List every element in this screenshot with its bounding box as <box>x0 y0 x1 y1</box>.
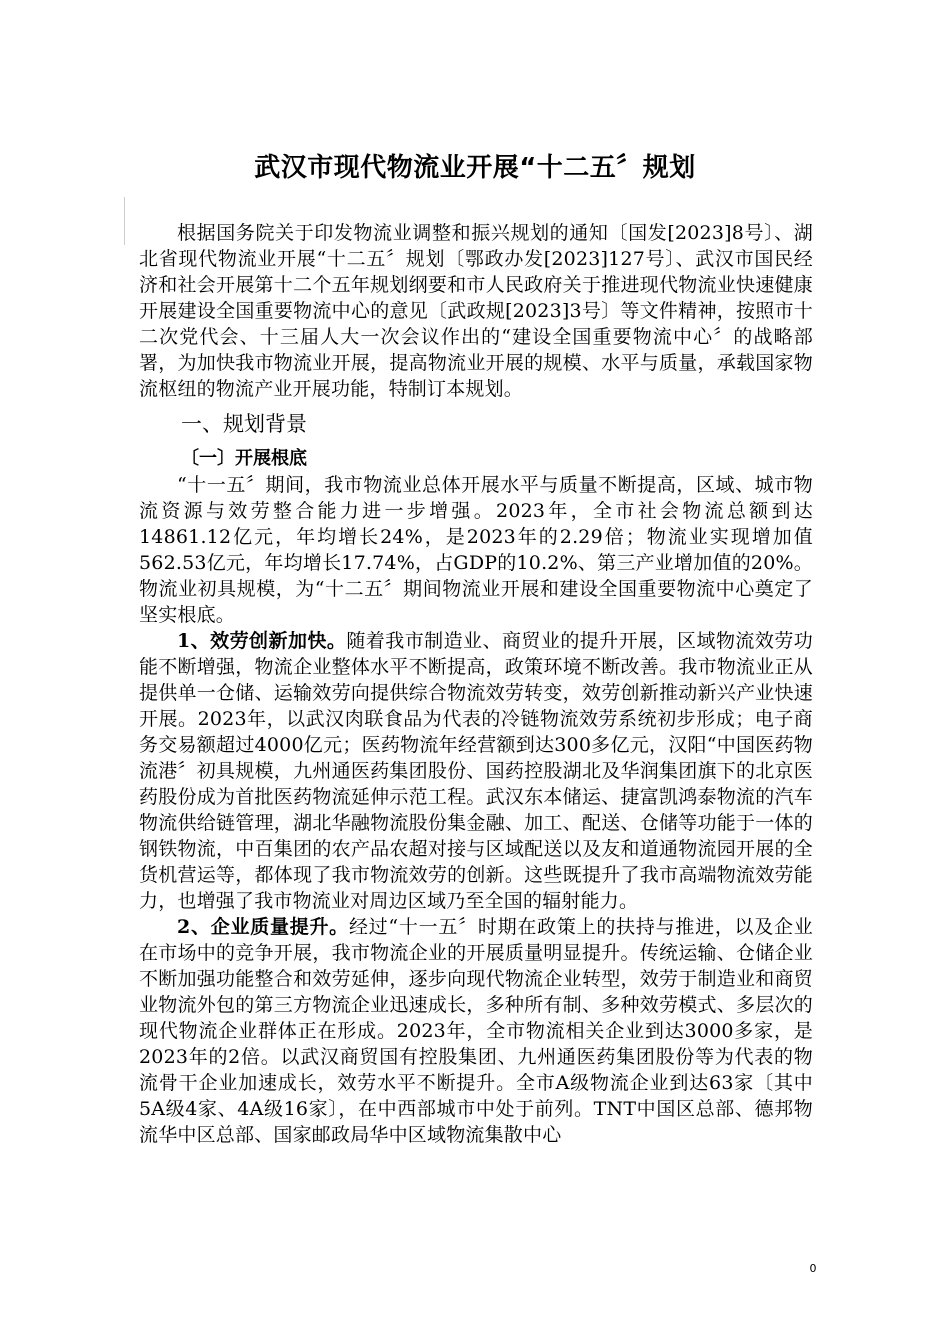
item-body-enterprise-quality: 经过“十一五〞时期在政策上的扶持与推进，以及企业在市场中的竞争开展，我市物流企业的开展质量明显提升。传统运输、仓储企业不断加强功能整合和效劳延伸，逐步向现代物流企业转型，效劳于制造业和商贸业物流外包的第三方物流企业迅速成长，多种所有制、多种效劳模式、多层次的现代物流企业群体正在形成。2023年，全市物流相关企业到达3000多家，是2023年的2倍。以武汉商贸国有控股集团、九州通医药集团股份等为代表的物流骨干企业加速成长，效劳水平不断提升。全市A级物流企业到达63家〔其中5A级4家、4A级16家〕，在中西部城市中处于前列。TNT中国区总部、德邦物流华中区总部、国家邮政局华中区域物流集散中心 <box>139 916 813 1146</box>
section-heading-background: 一、规划背景 <box>181 412 307 436</box>
document-body <box>139 220 813 1148</box>
item-lead-enterprise-quality: 2、企业质量提升。 <box>177 916 349 938</box>
document-title: 武汉市现代物流业开展“十二五〞规划 <box>254 153 696 183</box>
margin-marker <box>124 197 125 245</box>
item-paragraph-enterprise-quality <box>139 914 813 1148</box>
subsection-heading-basis: 〔一〕开展根底 <box>181 448 307 469</box>
item-body-service-innovation: 随着我市制造业、商贸业的提升开展，区域物流效劳功能不断增强，物流企业整体水平不断提高，政策环境不断改善。我市物流业正从提供单一仓储、运输效劳向提供综合物流效劳转变，效劳创新推动新兴产业快速开展。2023年，以武汉肉联食品为代表的冷链物流效劳系统初步形成；电子商务交易额超过4000亿元；医药物流年经营额到达300多亿元，汉阳“中国医药物流港〞初具规模，九州通医药集团股份、国药控股湖北及华润集团旗下的北京医药股份成为首批医药物流延伸示范工程。武汉东本储运、捷富凯鸿泰物流的汽车物流供给链管理，湖北华融物流股份集金融、加工、配送、仓储等功能于一体的钢铁物流，中百集团的农产品农超对接与区域配送以及友和道通物流园开展的全货机营运等，都体现了我市物流效劳的创新。这些既提升了我市高端物流效劳能力，也增强了我市物流业对周边区域乃至全国的辐射能力。 <box>139 630 813 912</box>
page-number: 0 <box>809 1262 817 1275</box>
intro-paragraph: 根据国务院关于印发物流业调整和振兴规划的通知〔国发[2023]8号〕、湖北省现代物流业开展“十二五〞规划〔鄂政办发[2023]127号〕、武汉市国民经济和社会开展第十二个五年规划纲要和市人民政府关于推进现代物流业快速健康开展建设全国重要物流中心的意见〔武政规[2023]3号〕等文件精神，按照市十二次党代会、十三届人大一次会议作出的“建设全国重要物流中心〞的战略部署，为加快我市物流业开展，提高物流业开展的规模、水平与质量，承载国家物流枢纽的物流产业开展功能，特制订本规划。 <box>139 222 813 400</box>
item-paragraph-service-innovation <box>139 628 813 914</box>
basis-paragraph: “十一五〞期间，我市物流业总体开展水平与质量不断提高，区域、城市物流资源与效劳整合能力进一步增强。2023年，全市社会物流总额到达14861.12亿元，年均增长24%，是2023年的2.29倍；物流业实现增加值562.53亿元，年均增长17.74%，占GDP的10.2%、第三产业增加值的20%。物流业初具规模，为“十二五〞期间物流业开展和建设全国重要物流中心奠定了坚实根底。 <box>139 474 813 626</box>
item-lead-service-innovation: 1、效劳创新加快。 <box>177 630 347 652</box>
